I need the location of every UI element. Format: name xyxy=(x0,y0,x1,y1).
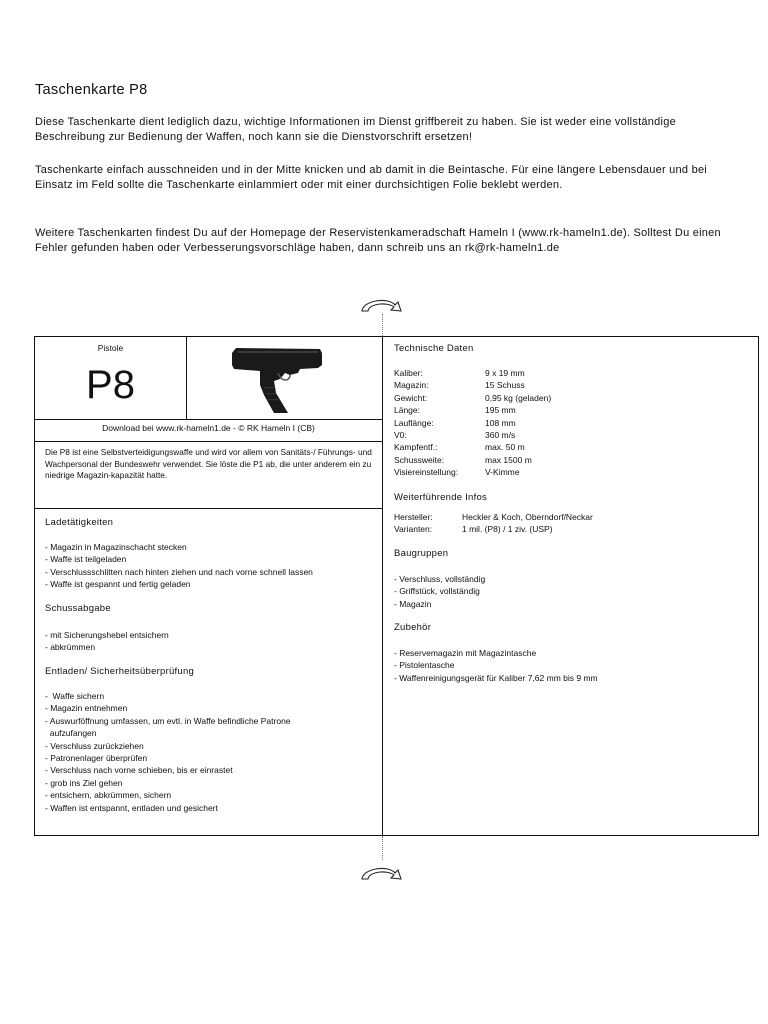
spec-row xyxy=(394,417,551,429)
fold-divider xyxy=(382,337,383,835)
info-row xyxy=(394,523,593,535)
list-item: - Auswurföffnung umfassen, um evtl. in Waffe befindliche Patrone xyxy=(45,715,291,726)
list-item: - Magazin xyxy=(394,598,432,609)
spec-label: Gewicht: xyxy=(394,392,428,403)
list-item: - Griffstück, vollständig xyxy=(394,586,480,597)
intro-paragraph-1: Diese Taschenkarte dient lediglich dazu, wichtige Informationen im Dienst griffbereit zu haben. Sie ist weder eine vollständige Beschreibung zur Bedienung der Waffen, noch kann sie die Dienstvorschrift ersetzen! xyxy=(35,116,676,143)
entladen-list xyxy=(45,690,291,814)
list-item: - Waffen ist entspannt, entladen und gesichert xyxy=(45,802,218,813)
weapon-description: Die P8 ist eine Selbstverteidigungswaffe und wird vor allem von Sanitäts-/ Führungs- und Wachpersonal der Bundeswehr verwendet. Sie löste die P1 ab, die unter anderem ein zu niedrige Magazin-kapazität hatte. xyxy=(45,447,372,481)
section-heading-ladetaetigkeiten: Ladetätigkeiten xyxy=(45,517,114,528)
list-item: - Verschlussschlitten nach hinten ziehen und nach vorne schnell lassen xyxy=(45,566,313,577)
info-label: Hersteller: xyxy=(394,512,433,522)
weapon-name: P8 xyxy=(86,363,135,407)
fold-line xyxy=(382,836,383,860)
intro-paragraph-2: Taschenkarte einfach ausschneiden und in der Mitte knicken und ab damit in die Beintasche. Für eine längere Lebensdauer und bei Einsatz im Feld sollte die Taschenkarte einlammiert oder mit einer durchsichtigen Folie beklebt werden. xyxy=(35,164,708,191)
zubehoer-list xyxy=(394,647,598,684)
baugruppen-list xyxy=(394,573,485,610)
info-value: 1 mil. (P8) / 1 ziv. (USP) xyxy=(462,524,553,535)
weapon-type: Pistole xyxy=(97,343,124,353)
spec-label: Magazin: xyxy=(394,380,429,391)
spec-row xyxy=(394,379,551,391)
further-info-table xyxy=(394,511,593,536)
list-item: - Verschluss, vollständig xyxy=(394,574,486,584)
spec-row xyxy=(394,392,551,404)
section-heading-zubehoer: Zubehör xyxy=(394,622,432,633)
ladetaetigkeiten-list xyxy=(45,541,313,591)
section-heading-technische-daten: Technische Daten xyxy=(394,343,474,354)
list-item: - Pistolentasche xyxy=(394,660,455,671)
section-heading-baugruppen: Baugruppen xyxy=(394,548,449,559)
intro-paragraph-3: Weitere Taschenkarten findest Du auf der Homepage der Reservistenkameradschaft Hameln I (www.rk-hameln1.de). Solltest Du einen Fehler gefunden haben oder Verbesserungsvorschläge haben, dann schreib uns an rk@rk-hameln1.de xyxy=(35,227,721,254)
spec-label: Länge: xyxy=(394,405,420,416)
spec-label: Schussweite: xyxy=(394,454,445,465)
fold-line xyxy=(382,314,383,336)
spec-value: 9 x 19 mm xyxy=(485,368,525,378)
spec-label: Visiereinstellung: xyxy=(394,467,459,478)
spec-value: max. 50 m xyxy=(485,442,525,453)
technical-data-table xyxy=(394,367,551,479)
list-item: - Waffe sichern xyxy=(45,691,105,701)
spec-label: Kaliber: xyxy=(394,368,423,378)
spec-value: 0,95 kg (geladen) xyxy=(485,392,552,403)
list-item: - Reservemagazin mit Magazintasche xyxy=(394,648,537,658)
list-item: - mit Sicherungshebel entsichern xyxy=(45,630,169,640)
spec-value: V-Kimme xyxy=(485,467,520,478)
spec-label: Kampfentf.: xyxy=(394,442,438,453)
section-heading-schussabgabe: Schussabgabe xyxy=(45,603,111,614)
spec-value: 108 mm xyxy=(485,417,516,428)
info-row xyxy=(394,511,593,523)
list-item: - grob ins Ziel gehen xyxy=(45,777,123,788)
divider xyxy=(35,508,382,509)
spec-row xyxy=(394,441,551,453)
divider xyxy=(35,419,382,420)
list-item: aufzufangen xyxy=(45,728,97,739)
list-item: - Verschluss nach vorne schieben, bis er einrastet xyxy=(45,765,233,776)
section-heading-weiterfuehrende-infos: Weiterführende Infos xyxy=(394,492,488,503)
list-item: - Magazin in Magazinschacht stecken xyxy=(45,542,187,552)
list-item: - entsichern, abkrümmen, sichern xyxy=(45,790,172,801)
divider xyxy=(35,441,382,442)
section-heading-entladen: Entladen/ Sicherheitsüberprüfung xyxy=(45,666,195,677)
pocket-card xyxy=(34,336,759,836)
info-label: Varianten: xyxy=(394,524,433,535)
list-item: - Patronenlager überprüfen xyxy=(45,753,148,764)
spec-label: V0: xyxy=(394,429,407,440)
download-notice: Download bei www.rk-hameln1.de - © RK Hameln I (CB) xyxy=(102,423,315,433)
spec-value: 15 Schuss xyxy=(485,380,525,391)
list-item: - Waffe ist gespannt und fertig geladen xyxy=(45,579,191,590)
fold-arrow-icon xyxy=(357,294,407,314)
spec-value: max 1500 m xyxy=(485,454,532,465)
list-item: - Magazin entnehmen xyxy=(45,703,128,714)
list-item: - Waffenreinigungsgerät für Kaliber 7,62 mm bis 9 mm xyxy=(394,672,598,683)
pistol-image xyxy=(230,343,325,413)
spec-row xyxy=(394,404,551,416)
list-item: - Waffe ist teilgeladen xyxy=(45,554,127,565)
spec-row xyxy=(394,429,551,441)
info-value: Heckler & Koch, Oberndorf/Neckar xyxy=(462,512,593,522)
page-title: Taschenkarte P8 xyxy=(35,82,148,98)
spec-row xyxy=(394,367,551,379)
spec-value: 360 m/s xyxy=(485,429,516,440)
list-item: - Verschluss zurückziehen xyxy=(45,740,144,751)
list-item: - abkrümmen xyxy=(45,642,96,653)
spec-row xyxy=(394,454,551,466)
divider xyxy=(186,337,187,419)
spec-label: Lauflänge: xyxy=(394,417,434,428)
spec-row xyxy=(394,466,551,478)
schussabgabe-list xyxy=(45,629,169,654)
fold-arrow-icon xyxy=(357,862,407,882)
spec-value: 195 mm xyxy=(485,405,516,416)
